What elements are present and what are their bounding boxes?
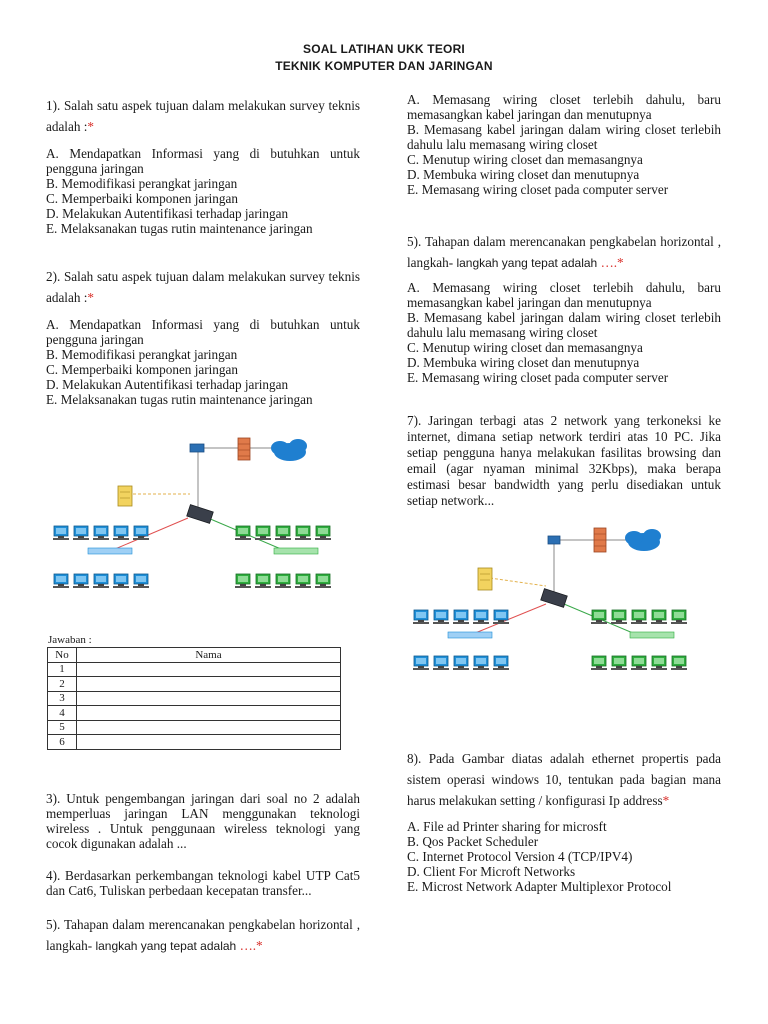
option-c: C. Menutup wiring closet dan memasangnya <box>407 152 643 167</box>
pc-icon <box>453 610 469 624</box>
option-b: B. Memasang kabel jaringan dalam wiring closet terlebih dahulu lalu memasang wiring closet <box>407 122 721 152</box>
pc-icon <box>651 610 667 624</box>
option-d: D. Membuka wiring closet dan menutupnya <box>407 355 640 370</box>
option-a: A. Memasang wiring closet terlebih dahulu, baru memasangkan kabel jaringan dan menutupnya <box>407 280 721 310</box>
option-e: E. Melaksanakan tugas rutin maintenance jaringan <box>46 221 313 236</box>
pc-icon <box>295 526 311 540</box>
pc-icon <box>493 610 509 624</box>
row-number: 6 <box>48 735 77 750</box>
question-3: 3). Untuk pengembangan jaringan dari soal no 2 adalah memperluas jaringan LAN menggunakan teknologi wireless . Untuk penggunaan wireless teknologi yang cocok digunakan adalah ... <box>46 791 360 851</box>
option-e: E. Melaksanakan tugas rutin maintenance jaringan <box>46 392 313 407</box>
pc-icon <box>73 526 89 540</box>
row-number: 5 <box>48 720 77 735</box>
question-5-text-sans: langkah yang tepat adalah <box>456 256 601 270</box>
column-header-no: No <box>48 648 77 663</box>
option-c: C. Memperbaiki komponen jaringan <box>46 362 238 377</box>
option-c: C. Menutup wiring closet dan memasangnya <box>407 340 643 355</box>
name-cell[interactable] <box>77 720 341 735</box>
required-star: * <box>617 255 624 270</box>
pc-icon <box>53 526 69 540</box>
question-5-right <box>407 231 721 274</box>
pc-icon <box>631 656 647 670</box>
option-d: D. Client For Microft Networks <box>407 864 576 879</box>
row-number: 1 <box>48 662 77 677</box>
row-number: 2 <box>48 677 77 692</box>
option-b: B. Memasang kabel jaringan dalam wiring closet terlebih dahulu lalu memasang wiring closet <box>407 310 721 340</box>
table-row <box>48 735 341 750</box>
pc-icon <box>413 610 429 624</box>
pc-icon <box>235 526 251 540</box>
firewall-icon <box>594 528 606 552</box>
pc-icon <box>671 610 687 624</box>
pc-icon <box>275 526 291 540</box>
cloud-icon <box>271 439 307 461</box>
server-icon <box>118 486 132 506</box>
name-cell[interactable] <box>77 691 341 706</box>
table-row <box>48 662 341 677</box>
ellipsis: …. <box>239 938 257 953</box>
option-a: A. Memasang wiring closet terlebih dahulu, baru memasangkan kabel jaringan dan menutupnya <box>407 92 721 122</box>
table-header-row <box>48 648 341 663</box>
pc-icon <box>113 574 129 588</box>
option-a: A. File ad Printer sharing for microsft <box>407 819 607 834</box>
option-e: E. Memasang wiring closet pada computer server <box>407 370 669 385</box>
required-star: * <box>662 793 670 808</box>
continued-options <box>407 92 721 197</box>
switch-icon <box>88 548 132 554</box>
column-header-name: Nama <box>77 648 341 663</box>
option-b: B. Memodifikasi perangkat jaringan <box>46 176 238 191</box>
switch-router-icon <box>187 505 214 524</box>
pc-icon <box>473 610 489 624</box>
pc-icon <box>591 610 607 624</box>
pc-icon <box>133 526 149 540</box>
pc-icon <box>315 574 331 588</box>
name-cell[interactable] <box>77 662 341 677</box>
question-1-options <box>46 146 360 236</box>
pc-icon <box>73 574 89 588</box>
question-1-text: 1). Salah satu aspek tujuan dalam melakukan survey teknis adalah : <box>46 98 360 134</box>
option-e: E. Memasang wiring closet pada computer server <box>407 182 669 197</box>
option-d: D. Membuka wiring closet dan menutupnya <box>407 167 640 182</box>
pc-icon <box>671 656 687 670</box>
table-row <box>48 691 341 706</box>
pc-icon <box>295 574 311 588</box>
pc-icon <box>433 610 449 624</box>
name-cell[interactable] <box>77 677 341 692</box>
name-cell[interactable] <box>77 735 341 750</box>
question-8-options <box>407 819 721 894</box>
row-number: 3 <box>48 691 77 706</box>
pc-icon <box>631 610 647 624</box>
pc-icon <box>315 526 331 540</box>
pc-icon <box>93 526 109 540</box>
question-2 <box>46 266 360 308</box>
switch-icon <box>630 632 674 638</box>
question-1 <box>46 95 360 137</box>
question-5-text-sans: langkah yang tepat adalah <box>95 939 240 953</box>
blue-lan <box>413 610 509 670</box>
switch-icon <box>274 548 318 554</box>
pc-icon <box>235 574 251 588</box>
cloud-icon <box>625 529 661 551</box>
pc-icon <box>453 656 469 670</box>
pc-icon <box>53 574 69 588</box>
network-diagram <box>48 428 348 598</box>
question-5-text: 5). Tahapan dalam merencanakan pengkabelan horizontal , langkah- <box>46 917 360 953</box>
pc-icon <box>413 656 429 670</box>
pc-icon <box>113 526 129 540</box>
question-8-text: 8). Pada Gambar diatas adalah ethernet propertis pada sistem operasi windows 10, tentukan pada bagian mana harus melakukan setting / konfigurasi Ip address <box>407 751 721 808</box>
question-5-left <box>46 914 360 957</box>
pc-icon <box>433 656 449 670</box>
doc-title-line-1: SOAL LATIHAN UKK TEORI <box>303 42 465 56</box>
pc-icon <box>255 574 271 588</box>
option-a: A. Mendapatkan Informasi yang di butuhkan untuk pengguna jaringan <box>46 146 360 176</box>
pc-icon <box>133 574 149 588</box>
option-e: E. Microst Network Adapter Multiplexor Protocol <box>407 879 672 894</box>
network-diagram <box>408 522 708 692</box>
pc-icon <box>611 656 627 670</box>
row-number: 4 <box>48 706 77 721</box>
pc-icon <box>493 656 509 670</box>
server-icon <box>478 568 492 590</box>
table-row <box>48 720 341 735</box>
blue-lan <box>53 526 149 588</box>
doc-title-line-2: TEKNIK KOMPUTER DAN JARINGAN <box>275 59 493 73</box>
pc-icon <box>93 574 109 588</box>
green-lan <box>235 526 331 588</box>
option-d: D. Melakukan Autentifikasi terhadap jaringan <box>46 377 289 392</box>
required-star: * <box>87 290 94 305</box>
pc-icon <box>255 526 271 540</box>
pc-icon <box>591 656 607 670</box>
ellipsis: …. <box>600 255 618 270</box>
option-c: C. Memperbaiki komponen jaringan <box>46 191 238 206</box>
option-d: D. Melakukan Autentifikasi terhadap jaringan <box>46 206 289 221</box>
question-7: 7). Jaringan terbagi atas 2 network yang terkoneksi ke internet, dimana setiap network terdiri atas 10 PC. Jika setiap pengguna hanya melakukan fasilitas browsing dan email (agar nyaman minimal 32Kbps), maka berapa estimasi besar bandwidth yang perlu disediakan untuk setiap network... <box>407 413 721 508</box>
option-c: C. Internet Protocol Version 4 (TCP/IPV4) <box>407 849 633 864</box>
answer-label: Jawaban : <box>48 634 92 646</box>
firewall-icon <box>238 438 250 460</box>
required-star: * <box>87 119 94 134</box>
name-cell[interactable] <box>77 706 341 721</box>
required-star: * <box>256 938 263 953</box>
question-4: 4). Berdasarkan perkembangan teknologi kabel UTP Cat5 dan Cat6, Tuliskan perbedaan kecepatan transfer... <box>46 868 360 898</box>
green-lan <box>591 610 687 670</box>
pc-icon <box>275 574 291 588</box>
option-b: B. Memodifikasi perangkat jaringan <box>46 347 238 362</box>
pc-icon <box>611 610 627 624</box>
pc-icon <box>473 656 489 670</box>
pc-icon <box>651 656 667 670</box>
question-5-right-options <box>407 280 721 385</box>
answer-table <box>47 647 341 750</box>
router-icon <box>548 536 560 544</box>
option-b: B. Qos Packet Scheduler <box>407 834 539 849</box>
table-row <box>48 677 341 692</box>
router-icon <box>190 444 204 452</box>
switch-icon <box>448 632 492 638</box>
question-8 <box>407 748 721 811</box>
question-2-text: 2). Salah satu aspek tujuan dalam melakukan survey teknis adalah : <box>46 269 360 305</box>
table-row <box>48 706 341 721</box>
question-5-text: 5). Tahapan dalam merencanakan pengkabelan horizontal , langkah- <box>407 234 721 270</box>
option-a: A. Mendapatkan Informasi yang di butuhkan untuk pengguna jaringan <box>46 317 360 347</box>
question-2-options <box>46 317 360 407</box>
